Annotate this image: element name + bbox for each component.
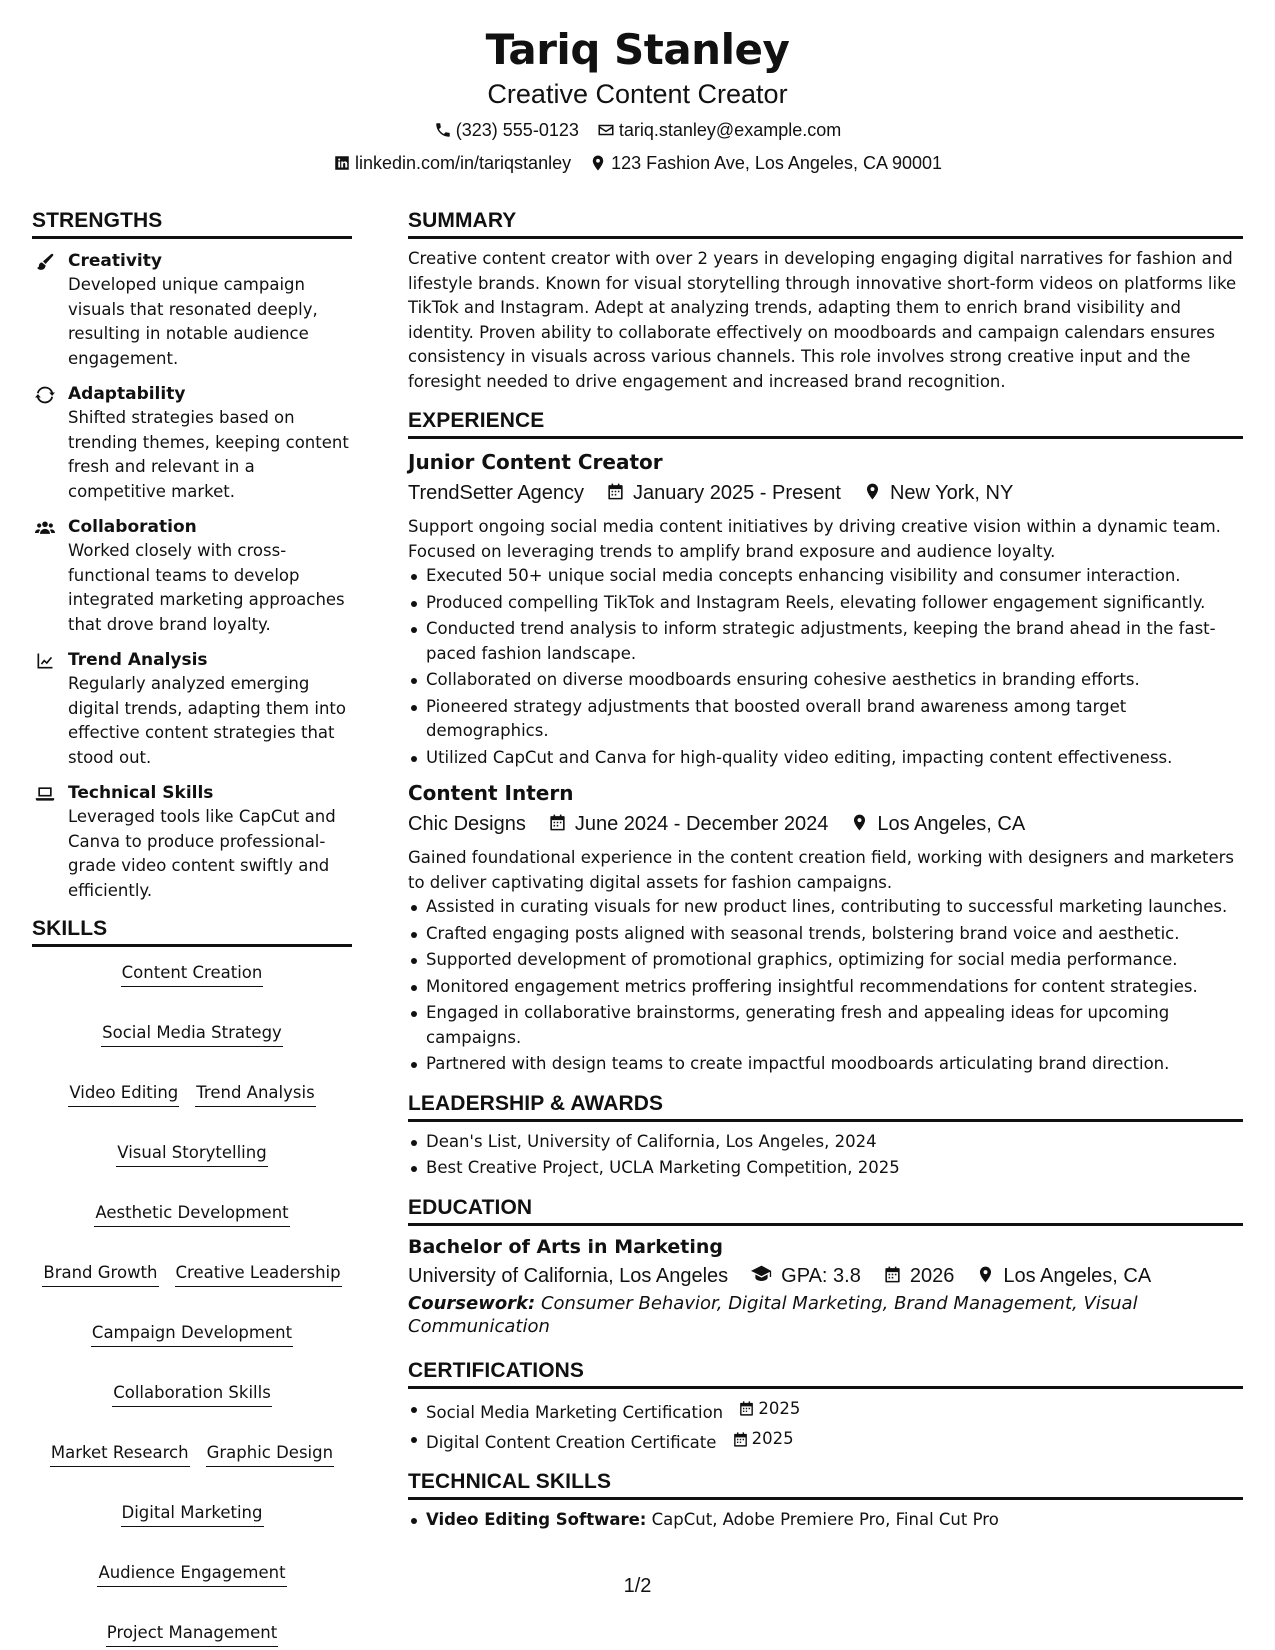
certifications-section	[408, 1356, 1243, 1456]
coursework-text: Consumer Behavior, Digital Marketing, Brand Management, Visual Communication	[408, 1292, 1138, 1337]
location-pin-icon	[589, 154, 607, 172]
calendar-icon	[548, 813, 567, 832]
award-item: Dean's List, University of California, Los Angeles, 2024	[408, 1130, 1243, 1155]
strength-title: Technical Skills	[68, 783, 214, 803]
contact-row-1	[0, 118, 1275, 142]
page-number: 1/2	[623, 1575, 652, 1597]
certification-item	[408, 1427, 1243, 1455]
certification-name: Digital Content Creation Certificate	[426, 1432, 717, 1452]
job-title: Content Intern	[408, 781, 574, 805]
degree: Bachelor of Arts in Marketing	[408, 1235, 724, 1258]
calendar-icon	[738, 1400, 755, 1417]
linkedin-contact[interactable]	[333, 151, 571, 175]
summary-text: Creative content creator with over 2 years in developing engaging digital narratives for fashion and lifestyle brands. Known for visual storytelling through innovative short-form videos on platforms like TikTok and Instagram. Adept at analyzing trends, adapting them to enrich brand visibility and identity. Proven ability to collaborate effectively on moodboards and campaign calendars ensures consistency in visuals across various channels. This role involves strong creative input and the foresight needed to drive engagement and increased brand recognition.	[408, 249, 1237, 391]
skill-tag: Collaboration Skills	[112, 1381, 272, 1407]
school-location: Los Angeles, CA	[1003, 1264, 1152, 1287]
skill-tag: Visual Storytelling	[116, 1141, 267, 1167]
job-entry	[408, 447, 1243, 770]
skills-heading: SKILLS	[32, 914, 352, 947]
linkedin-text: linkedin.com/in/tariqstanley	[354, 153, 572, 173]
certifications-list	[408, 1397, 1243, 1456]
summary-heading: SUMMARY	[408, 206, 1243, 239]
laptop-icon	[35, 784, 55, 804]
job-dates: June 2024 - December 2024	[574, 813, 829, 835]
phone-icon	[434, 121, 452, 139]
skill-tag: Trend Analysis	[195, 1081, 315, 1107]
strength-item	[32, 648, 352, 770]
skill-tag: Project Management	[106, 1621, 278, 1647]
calendar-icon	[732, 1431, 749, 1448]
technical-skills-section	[408, 1467, 1243, 1533]
strength-desc: Regularly analyzed emerging digital trends, adapting them into effective content strategies that stood out.	[68, 674, 346, 767]
technical-skill-value: CapCut, Adobe Premiere Pro, Final Cut Pro	[651, 1510, 999, 1529]
location-pin-icon	[863, 482, 882, 501]
technical-skill-item	[408, 1508, 1243, 1533]
sync-icon	[35, 385, 55, 405]
strength-title: Collaboration	[68, 517, 197, 537]
bullet-item: Monitored engagement metrics proffering insightful recommendations for content strategies.	[408, 975, 1243, 1000]
chart-line-icon	[35, 651, 55, 671]
strength-item	[32, 382, 352, 504]
bullet-item: Partnered with design teams to create impactful moodboards articulating brand direction.	[408, 1052, 1243, 1077]
location-pin-icon	[976, 1265, 995, 1284]
experience-section	[408, 406, 1243, 1077]
skill-tag: Video Editing	[68, 1081, 179, 1107]
school-name: University of California, Los Angeles	[408, 1264, 729, 1287]
address-contact	[589, 151, 942, 175]
technical-skill-label: Video Editing Software:	[426, 1510, 647, 1529]
award-item: Best Creative Project, UCLA Marketing Competition, 2025	[408, 1156, 1243, 1181]
company-name: Chic Designs	[408, 813, 526, 835]
strengths-list	[32, 247, 352, 903]
skill-tag: Creative Leadership	[175, 1261, 342, 1287]
strength-title: Trend Analysis	[68, 650, 208, 670]
graduation-cap-icon	[750, 1263, 773, 1284]
certification-year: 2025	[751, 1428, 794, 1448]
sidebar	[32, 206, 352, 1647]
skill-tag: Brand Growth	[42, 1261, 158, 1287]
certification-item	[408, 1397, 1243, 1425]
job-dates: January 2025 - Present	[633, 482, 841, 504]
calendar-icon	[606, 482, 625, 501]
bullet-item: Supported development of promotional graphics, optimizing for social media performance.	[408, 948, 1243, 973]
job-location: Los Angeles, CA	[877, 813, 1026, 835]
technical-skills-heading: TECHNICAL SKILLS	[408, 1467, 1243, 1500]
job-description: Support ongoing social media content initiatives by driving creative vision within a dynamic team. Focused on leveraging trends to amplify brand exposure and audience loyalty.	[408, 517, 1221, 561]
brush-icon	[35, 252, 55, 272]
strength-title: Creativity	[68, 251, 162, 271]
candidate-name: Tariq Stanley	[485, 25, 790, 74]
job-description: Gained foundational experience in the content creation field, working with designers and marketers to deliver captivating digital assets for fashion campaigns.	[408, 848, 1235, 892]
email-text: tariq.stanley@example.com	[618, 120, 842, 140]
education-section	[408, 1193, 1243, 1338]
leadership-heading: LEADERSHIP & AWARDS	[408, 1089, 1243, 1122]
skill-tag: Audience Engagement	[97, 1561, 286, 1587]
strength-item	[32, 249, 352, 371]
skill-tag: Market Research	[50, 1441, 190, 1467]
skill-tag: Graphic Design	[206, 1441, 334, 1467]
summary-section	[408, 206, 1243, 394]
leadership-list	[408, 1130, 1243, 1181]
resume-header	[0, 0, 1275, 175]
bullet-item: Produced compelling TikTok and Instagram Reels, elevating follower engagement significantly.	[408, 591, 1243, 616]
job-meta	[408, 808, 1243, 840]
education-meta	[408, 1260, 1243, 1292]
job-title: Junior Content Creator	[408, 450, 663, 474]
envelope-icon	[597, 121, 615, 139]
job-bullets	[408, 564, 1243, 770]
strengths-heading: STRENGTHS	[32, 206, 352, 239]
skill-tag: Campaign Development	[91, 1321, 293, 1347]
strength-item	[32, 515, 352, 637]
phone-contact[interactable]	[434, 118, 579, 142]
strength-item	[32, 781, 352, 903]
job-entry	[408, 778, 1243, 1077]
candidate-title: Creative Content Creator	[487, 79, 788, 109]
leadership-section	[408, 1089, 1243, 1181]
skills-list	[32, 955, 352, 1647]
location-pin-icon	[850, 813, 869, 832]
certification-name: Social Media Marketing Certification	[426, 1402, 724, 1422]
address-text: 123 Fashion Ave, Los Angeles, CA 90001	[611, 153, 943, 173]
bullet-item: Engaged in collaborative brainstorms, generating fresh and appealing ideas for upcoming campaigns.	[408, 1001, 1243, 1050]
strength-desc: Developed unique campaign visuals that resonated deeply, resulting in notable audience engagement.	[68, 275, 318, 368]
experience-heading: EXPERIENCE	[408, 406, 1243, 439]
skill-tag: Social Media Strategy	[101, 1021, 283, 1047]
coursework-label: Coursework:	[408, 1292, 536, 1314]
skill-tag: Aesthetic Development	[94, 1201, 289, 1227]
skill-tag: Digital Marketing	[121, 1501, 264, 1527]
bullet-item: Executed 50+ unique social media concepts enhancing visibility and consumer interaction.	[408, 564, 1243, 589]
strength-title: Adaptability	[68, 384, 186, 404]
users-icon	[35, 518, 55, 538]
certification-year: 2025	[758, 1398, 801, 1418]
bullet-item: Crafted engaging posts aligned with seasonal trends, bolstering brand voice and aesthetic.	[408, 922, 1243, 947]
bullet-item: Utilized CapCut and Canva for high-quality video editing, impacting content effectiveness.	[408, 746, 1243, 771]
graduation-year: 2026	[909, 1264, 955, 1287]
bullet-item: Collaborated on diverse moodboards ensuring cohesive aesthetics in branding efforts.	[408, 668, 1243, 693]
coursework	[408, 1292, 1243, 1338]
certifications-heading: CERTIFICATIONS	[408, 1356, 1243, 1389]
gpa: GPA: 3.8	[781, 1264, 861, 1287]
phone-text: (323) 555-0123	[455, 120, 579, 140]
skill-tag: Content Creation	[121, 961, 264, 987]
email-contact[interactable]	[597, 118, 841, 142]
strength-desc: Worked closely with cross-functional teams to develop integrated marketing approaches that drove brand loyalty.	[68, 541, 345, 634]
job-meta	[408, 477, 1243, 509]
linkedin-icon	[333, 154, 351, 172]
education-heading: EDUCATION	[408, 1193, 1243, 1226]
strength-desc: Leveraged tools like CapCut and Canva to produce professional-grade video content swiftly and efficiently.	[68, 807, 336, 900]
bullet-item: Assisted in curating visuals for new product lines, contributing to successful marketing launches.	[408, 895, 1243, 920]
strength-desc: Shifted strategies based on trending themes, keeping content fresh and relevant in a competitive market.	[68, 408, 349, 501]
main-column	[408, 206, 1243, 1545]
company-name: TrendSetter Agency	[408, 482, 585, 504]
technical-skills-list	[408, 1508, 1243, 1533]
bullet-item: Conducted trend analysis to inform strategic adjustments, keeping the brand ahead in the fast-paced fashion landscape.	[408, 617, 1243, 666]
contact-row-2	[0, 151, 1275, 175]
job-bullets	[408, 895, 1243, 1077]
job-location: New York, NY	[889, 482, 1014, 504]
calendar-icon	[883, 1265, 902, 1284]
bullet-item: Pioneered strategy adjustments that boosted overall brand awareness among target demographics.	[408, 695, 1243, 744]
